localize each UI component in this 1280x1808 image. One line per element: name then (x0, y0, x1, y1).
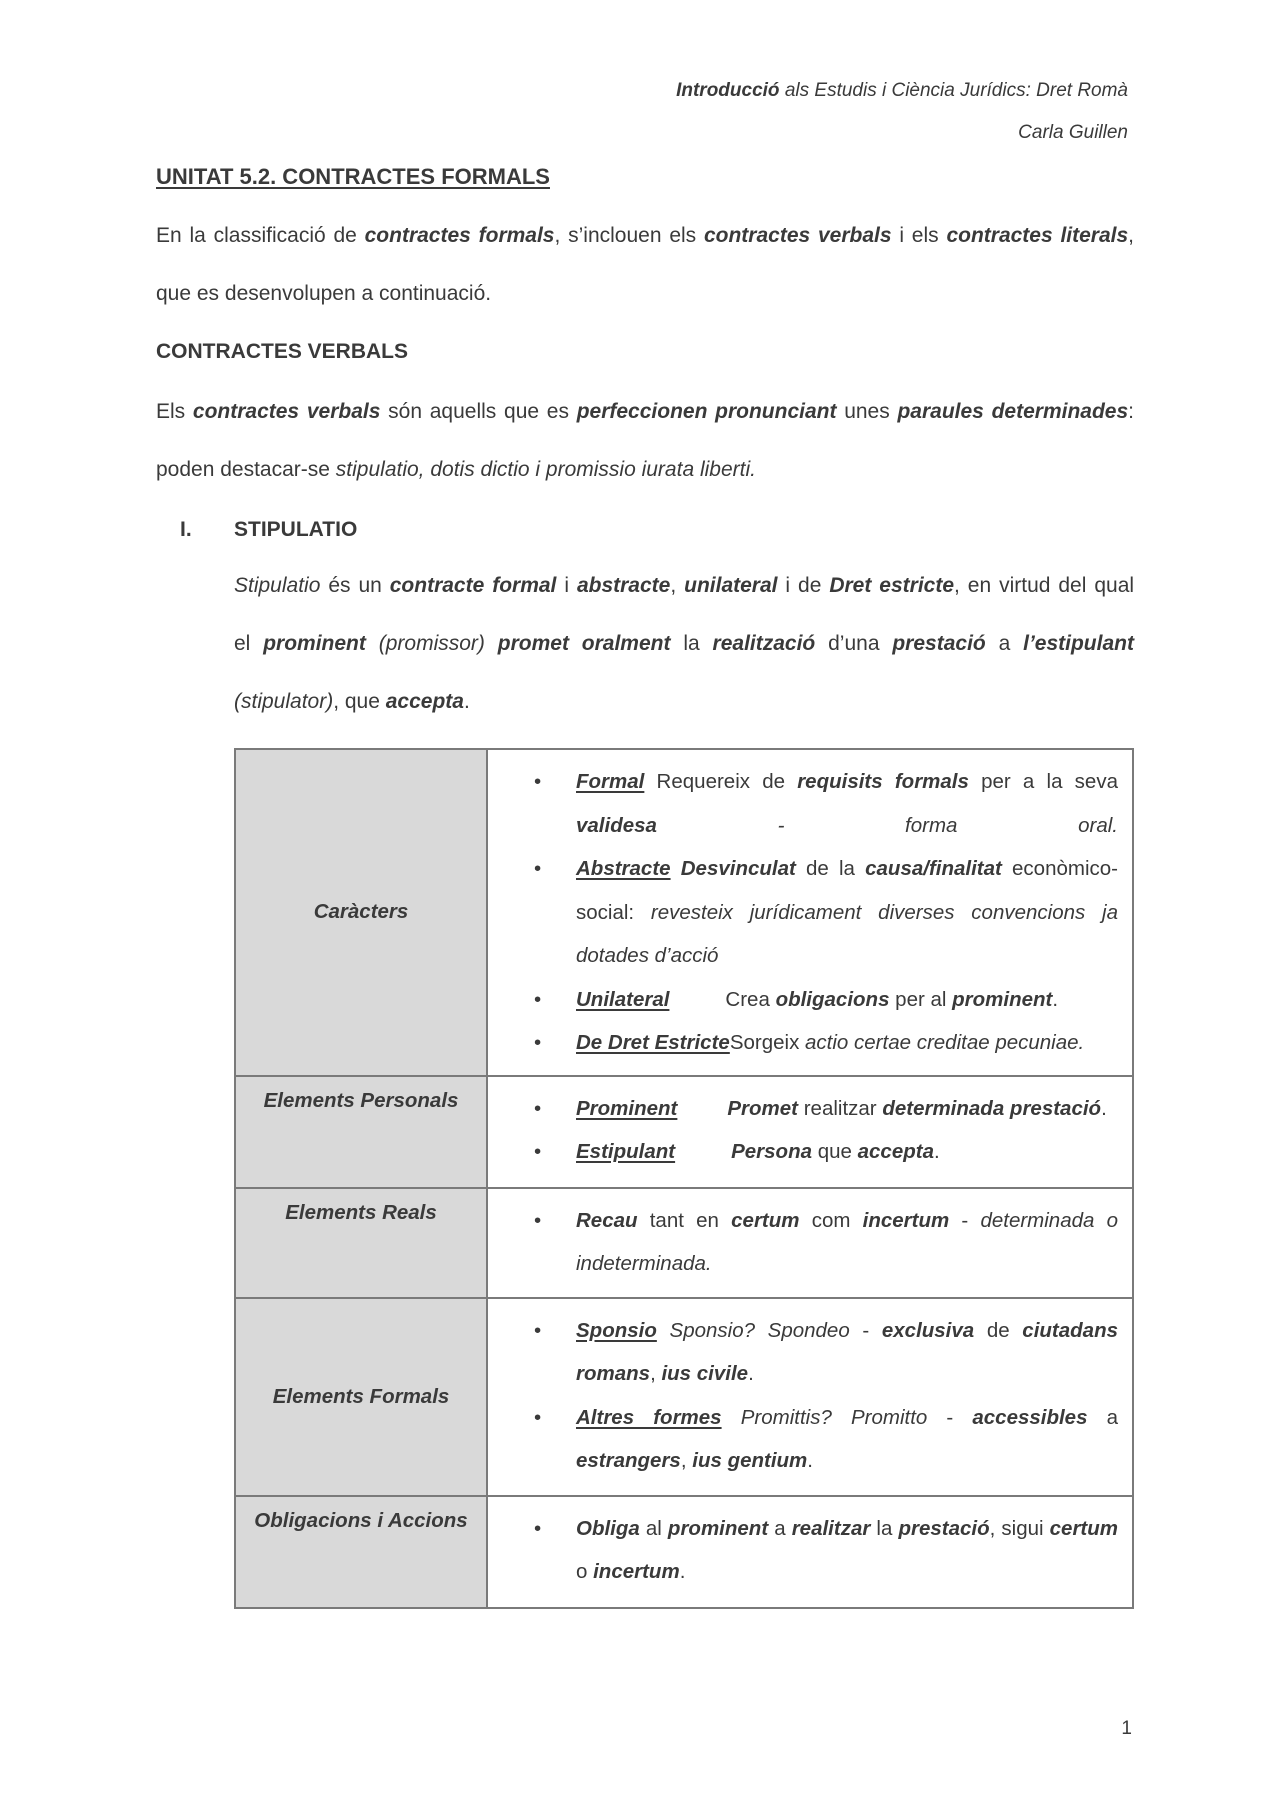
row-label-caracters: Caràcters (235, 749, 487, 1076)
list-item: • Altres formes Promittis? Promitto - accessibles a estrangers, ius gentium. (488, 1396, 1118, 1483)
row-content (487, 1298, 1133, 1496)
page-title: UNITAT 5.2. CONTRACTES FORMALS (156, 164, 550, 189)
document-header-course: Introducció als Estudis i Ciència Jurídics: Dret Romà (676, 80, 1128, 101)
list-item: • Prominent Promet realitzar determinada prestació. (488, 1087, 1118, 1131)
row-content (487, 1188, 1133, 1298)
stipulatio-paragraph-line1: Stipulatio és un contracte formal i abstracte, unilateral i de Dret estricte, en virtud del qual (234, 574, 1135, 597)
stipulatio-paragraph-line2: el prominent (promissor) promet oralment la realització d’una prestació a l’estipulant (234, 632, 1134, 655)
row-label-elements-reals: Elements Reals (235, 1188, 487, 1298)
page-number: 1 (1121, 1718, 1132, 1739)
row-content (487, 749, 1133, 1076)
table-row (235, 1188, 1133, 1298)
table-row (235, 1076, 1133, 1188)
list-item: • Unilateral Crea obligacions per al prominent. (488, 978, 1118, 1022)
stipulatio-paragraph-line3: (stipulator), que accepta. (234, 690, 470, 713)
stipulatio-table (234, 748, 1134, 1609)
verbals-paragraph-line2: poden destacar-se stipulatio, dotis dictio i promissio iurata liberti. (156, 458, 756, 481)
list-item: • Sponsio Sponsio? Spondeo - exclusiva de ciutadans romans, ius civile. (488, 1309, 1118, 1396)
list-item: • Recau tant en certum com incertum - determinada o indeterminada. (488, 1199, 1118, 1286)
row-content (487, 1076, 1133, 1188)
row-content (487, 1496, 1133, 1608)
subsection-numeral: I. (180, 518, 192, 541)
list-item: • De Dret EstricteSorgeix actio certae creditae pecuniae. (488, 1021, 1118, 1065)
table-row (235, 749, 1133, 1076)
document-header-author: Carla Guillen (1018, 122, 1128, 143)
row-label-elements-formals: Elements Formals (235, 1298, 487, 1496)
intro-paragraph-line1: En la classificació de contractes formals, s’inclouen els contractes verbals i els contractes literals, (156, 224, 1134, 247)
list-item: • Estipulant Persona que accepta. (488, 1130, 1118, 1174)
list-item: • Formal Requereix de requisits formals per a la seva validesa - forma oral. (488, 760, 1118, 847)
list-item: • Abstracte Desvinculat de la causa/finalitat econòmico-social: revesteix jurídicament diverses convencions ja dotades d’acció (488, 847, 1118, 978)
section-heading: CONTRACTES VERBALS (156, 340, 409, 363)
subsection-title: STIPULATIO (234, 518, 358, 541)
intro-paragraph-line2: que es desenvolupen a continuació. (156, 282, 492, 305)
row-label-elements-personals: Elements Personals (235, 1076, 487, 1188)
list-item: • Obliga al prominent a realitzar la prestació, sigui certum o incertum. (488, 1507, 1118, 1594)
table-row (235, 1496, 1133, 1608)
table-row (235, 1298, 1133, 1496)
verbals-paragraph-line1: Els contractes verbals són aquells que es perfeccionen pronunciant unes paraules determinades: (156, 400, 1134, 423)
row-label-obligacions-accions: Obligacions i Accions (235, 1496, 487, 1608)
